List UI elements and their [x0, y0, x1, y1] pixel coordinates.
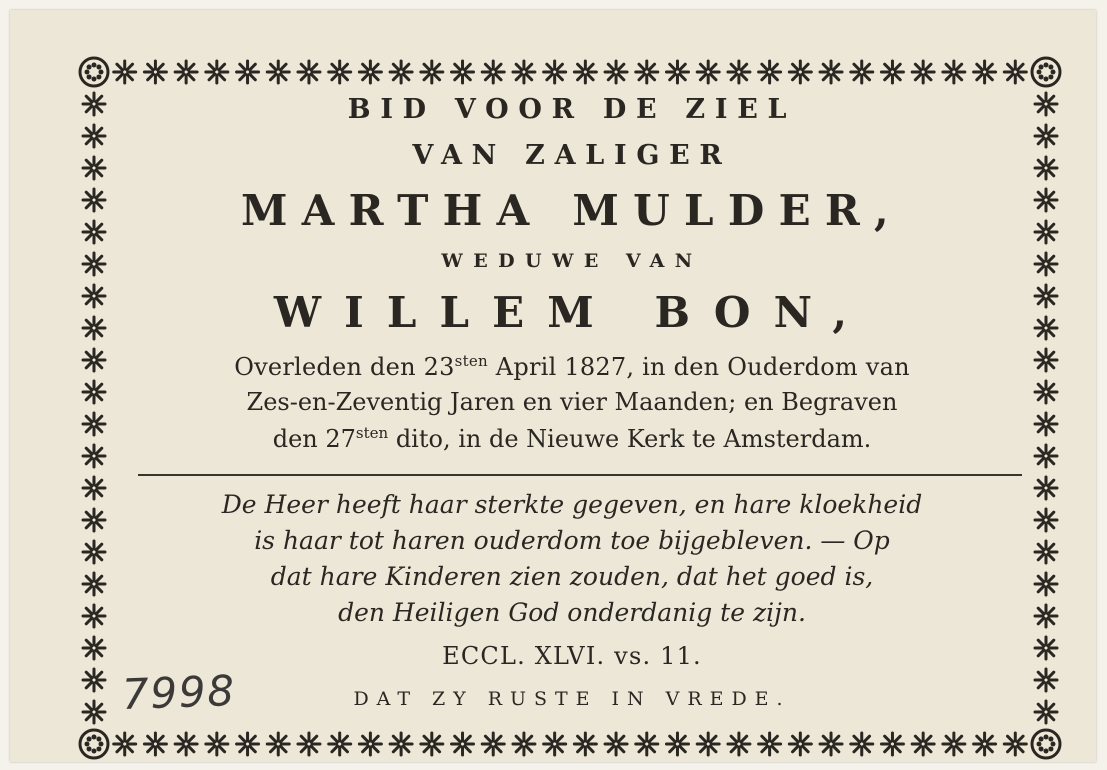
flower-star-icon [820, 61, 842, 83]
flower-star-icon [83, 285, 105, 307]
flower-star-icon [759, 61, 781, 83]
flower-star-icon [851, 61, 873, 83]
death-date-text-a: Overleden den 23 [234, 353, 455, 381]
flower-star-icon [636, 61, 658, 83]
burial-date-text-a: den 27 [272, 425, 356, 453]
flower-star-icon [175, 61, 197, 83]
flower-star-icon [267, 733, 289, 755]
flower-star-icon [83, 605, 105, 627]
flower-star-icon [1035, 157, 1057, 179]
flower-star-icon [83, 157, 105, 179]
flower-star-icon [1035, 93, 1057, 115]
flower-star-icon [114, 733, 136, 755]
rosette-icon [1032, 730, 1060, 758]
flower-star-icon [237, 61, 259, 83]
flower-star-icon [83, 253, 105, 275]
deceased-name: MARTHA MULDER, [241, 186, 903, 235]
burial-date-superscript: sten [355, 424, 389, 442]
flower-star-icon [820, 733, 842, 755]
flower-star-icon [83, 317, 105, 339]
scripture-quote-line-4: den Heiligen God onderdanig te zijn. [338, 598, 806, 627]
flower-star-icon [267, 61, 289, 83]
handwritten-inventory-number: 7998 [121, 666, 237, 719]
flower-star-icon [1035, 317, 1057, 339]
flower-star-icon [114, 61, 136, 83]
flower-star-icon [83, 573, 105, 595]
flower-star-icon [83, 381, 105, 403]
flower-star-icon [697, 733, 719, 755]
flower-star-icon [851, 733, 873, 755]
flower-star-icon [605, 733, 627, 755]
flower-star-icon [666, 61, 688, 83]
flower-star-icon [1035, 221, 1057, 243]
age-burial-line: Zes-en-Zeventig Jaren en vier Maanden; en Begraven [246, 388, 898, 416]
flower-star-icon [728, 61, 750, 83]
flower-star-icon [1035, 541, 1057, 563]
flower-star-icon [482, 733, 504, 755]
flower-star-icon [144, 61, 166, 83]
flower-star-icon [1035, 637, 1057, 659]
flower-star-icon [206, 733, 228, 755]
flower-star-icon [298, 733, 320, 755]
flower-star-icon [666, 733, 688, 755]
flower-star-icon [83, 189, 105, 211]
flower-star-icon [83, 541, 105, 563]
flower-star-icon [789, 733, 811, 755]
flower-star-icon [1035, 669, 1057, 691]
flower-star-icon [759, 733, 781, 755]
flower-star-icon [390, 61, 412, 83]
flower-star-icon [1035, 285, 1057, 307]
burial-place-line [110, 424, 1034, 453]
flower-star-icon [1004, 61, 1026, 83]
scripture-quote-line-2: is haar tot haren ouderdom toe bijgebleven. — Op [254, 526, 890, 555]
flower-star-icon [329, 61, 351, 83]
flower-star-icon [513, 61, 535, 83]
flower-star-icon [1035, 125, 1057, 147]
widow-of-label: WEDUWE VAN [441, 250, 703, 272]
death-date-line [110, 352, 1034, 381]
flower-star-icon [605, 61, 627, 83]
flower-star-icon [1035, 413, 1057, 435]
flower-star-icon [83, 509, 105, 531]
flower-star-icon [1035, 509, 1057, 531]
divider-rule [138, 474, 1022, 476]
flower-star-icon [1035, 573, 1057, 595]
flower-star-icon [943, 733, 965, 755]
flower-star-icon [83, 413, 105, 435]
memorial-card [10, 10, 1096, 762]
flower-star-icon [421, 61, 443, 83]
flower-star-icon [83, 669, 105, 691]
flower-star-icon [1035, 349, 1057, 371]
flower-star-icon [298, 61, 320, 83]
flower-star-icon [881, 733, 903, 755]
prayer-heading: BID VOOR DE ZIEL [347, 94, 797, 125]
flower-star-icon [1004, 733, 1026, 755]
scripture-reference: ECCL. XLVI. vs. 11. [442, 642, 702, 670]
flower-star-icon [452, 733, 474, 755]
flower-star-icon [912, 61, 934, 83]
flower-star-icon [1035, 445, 1057, 467]
scripture-quote-line-1: De Heer heeft haar sterkte gegeven, en hare kloekheid [221, 490, 923, 519]
rosette-icon [80, 58, 108, 86]
flower-star-icon [144, 733, 166, 755]
closing-blessing: DAT ZY RUSTE IN VREDE. [353, 688, 791, 710]
flower-star-icon [1035, 189, 1057, 211]
flower-star-icon [974, 733, 996, 755]
flower-star-icon [83, 477, 105, 499]
flower-star-icon [697, 61, 719, 83]
burial-date-text-b: dito, in de Nieuwe Kerk te Amsterdam. [388, 425, 872, 453]
flower-star-icon [359, 733, 381, 755]
rosette-icon [1032, 58, 1060, 86]
flower-star-icon [83, 445, 105, 467]
flower-star-icon [83, 125, 105, 147]
flower-star-icon [974, 61, 996, 83]
flower-star-icon [544, 733, 566, 755]
flower-star-icon [83, 637, 105, 659]
flower-star-icon [237, 733, 259, 755]
flower-star-icon [329, 733, 351, 755]
death-date-superscript: sten [454, 352, 488, 370]
flower-star-icon [83, 701, 105, 723]
flower-star-icon [206, 61, 228, 83]
scripture-quote-line-3: dat hare Kinderen zien zouden, dat het goed is, [270, 562, 874, 591]
flower-star-icon [728, 733, 750, 755]
flower-star-icon [421, 733, 443, 755]
flower-star-icon [83, 93, 105, 115]
flower-star-icon [83, 221, 105, 243]
flower-star-icon [482, 61, 504, 83]
flower-star-icon [789, 61, 811, 83]
spouse-name: WILLEM BON, [273, 288, 871, 337]
flower-star-icon [359, 61, 381, 83]
flower-star-icon [513, 733, 535, 755]
flower-star-icon [1035, 605, 1057, 627]
flower-star-icon [574, 733, 596, 755]
flower-star-icon [943, 61, 965, 83]
flower-star-icon [1035, 253, 1057, 275]
flower-star-icon [881, 61, 903, 83]
prayer-subheading: VAN ZALIGER [412, 140, 732, 171]
flower-star-icon [636, 733, 658, 755]
flower-star-icon [1035, 701, 1057, 723]
flower-star-icon [544, 61, 566, 83]
rosette-icon [80, 730, 108, 758]
flower-star-icon [1035, 477, 1057, 499]
death-date-text-b: April 1827, in den Ouderdom van [487, 353, 910, 381]
flower-star-icon [574, 61, 596, 83]
flower-star-icon [1035, 381, 1057, 403]
flower-star-icon [390, 733, 412, 755]
flower-star-icon [452, 61, 474, 83]
flower-star-icon [83, 349, 105, 371]
flower-star-icon [175, 733, 197, 755]
flower-star-icon [912, 733, 934, 755]
